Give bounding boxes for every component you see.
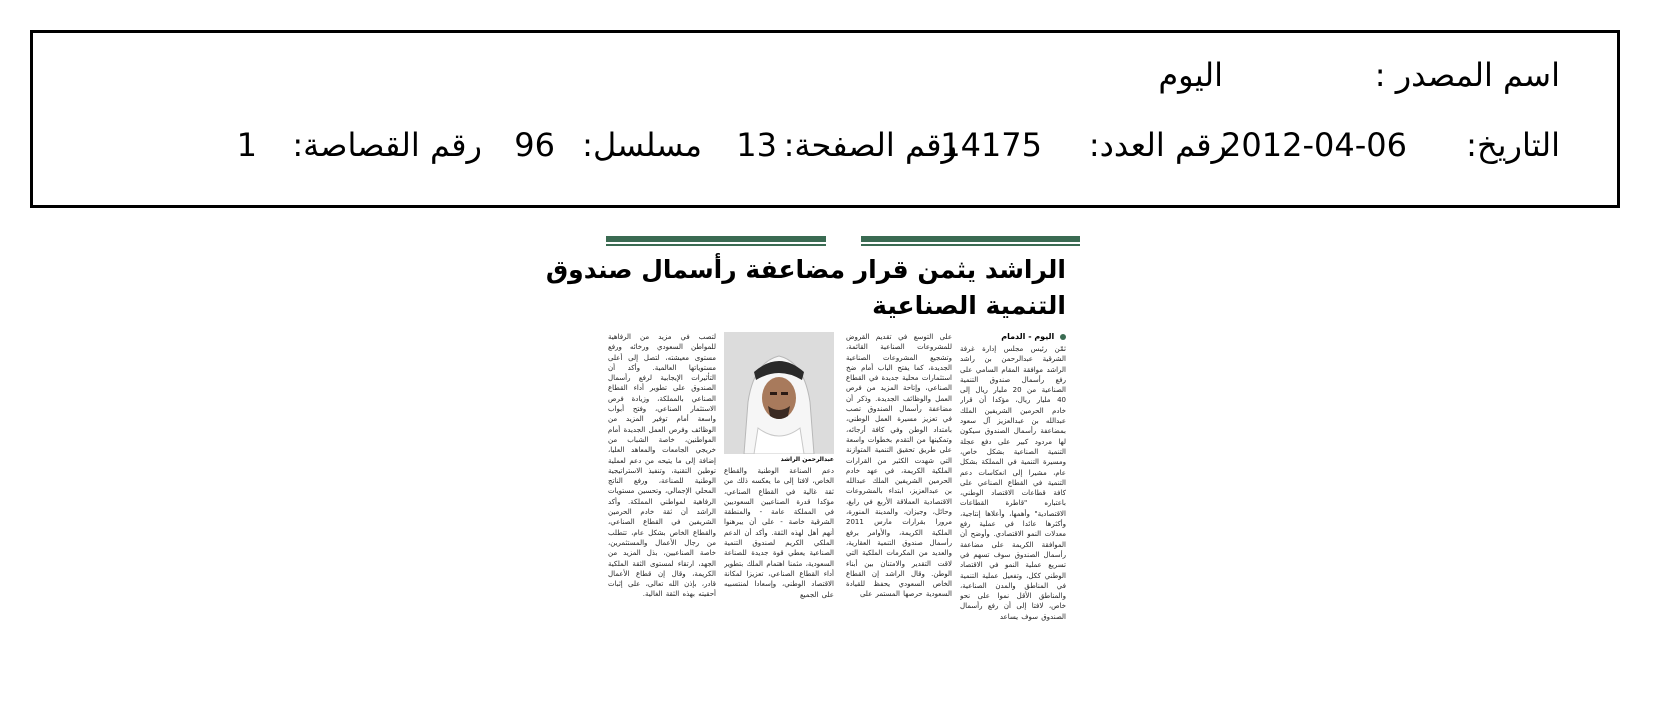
serial-value: 96: [514, 126, 555, 164]
source-value: اليوم: [1158, 56, 1223, 94]
article-column-3: دعم الصناعة الوطنية والقطاع الخاص، لافتا إلى ما يعكسه ذلك من ثقة غالية في القطاع الصناعي، مؤكدا قدرة الصناعيين السعوديين في المملكة عامة - والمنطقة الشرقية خاصة - على أن يبرهنوا أنهم أهل لهذه الثقة. وأكد أن الدعم الملكي الكريم لصندوق التنمية الصناعية يعطي قوة جديدة للصناعة السعودية، مثمنا اهتمام الملك بتطوير أداء القطاع الصناعي، تعزيزا لمكانة الاقتصاد الوطني، وإسعادا لمنتسبيه على الجميع: [724, 467, 834, 599]
source-label: اسم المصدر :: [1374, 56, 1560, 94]
portrait-photo: [724, 332, 834, 454]
article-headline-line1: الراشد يثمن قرار مضاعفة رأسمال صندوق: [545, 255, 1066, 284]
decorative-rule-left: [606, 236, 826, 242]
byline-text: اليوم - الدمام: [1001, 332, 1055, 341]
issue-label: رقم العدد:: [1088, 126, 1227, 164]
bullet-icon: [1060, 334, 1066, 340]
person-photo-icon: [724, 332, 834, 454]
source-metadata-box: [30, 30, 1620, 208]
date-value: 2012-04-06: [1221, 126, 1407, 164]
clip-value: 1: [236, 126, 257, 164]
decorative-rule-right: [861, 236, 1080, 242]
clip-label: رقم القصاصة:: [292, 126, 482, 164]
issue-value: 14175: [940, 126, 1042, 164]
date-label: التاريخ:: [1466, 126, 1560, 164]
page-value: 13: [736, 126, 777, 164]
newspaper-clipping: [545, 236, 1080, 676]
page-label: رقم الصفحة:: [783, 126, 957, 164]
article-headline-line2: التنمية الصناعية: [872, 291, 1066, 320]
article-byline: [1001, 332, 1066, 341]
article-column-1: ثمّن رئيس مجلس إدارة غرفة الشرقية عبدالرحمن بن راشد الراشد موافقة المقام السامي على رفع رأسمال صندوق التنمية الصناعية من 20 مليار ريال إلى 40 مليار ريال، مؤكدا أن قرار خادم الحرمين الشريفين الملك عبدالله بن عبدالعزيز آل سعود بمضاعفة رأسمال الصندوق سيكون لها مردود كبير على دفع عجلة التنمية الصناعية بشكل خاص، ومسيرة التنمية في المملكة بشكل عام، مشيرا إلى انعكاسات دعم التنمية في القطاع الصناعي على كافة قطاعات الاقتصاد الوطني، باعتباره "قاطرة القطاعات الاقتصادية" وأهمها، وأعلاها إنتاجية، وأكثرها عائدا في عملية رفع معدلات النمو الاقتصادي. وأوضح أن الموافقة الكريمة على مضاعفة رأسمال الصندوق سوف تسهم في تسريع عملية النمو في الاقتصاد الوطني ككل، وتفعيل عملية التنمية في المناطق والمدن الصناعية، والمناطق الأقل نموا على نحو خاص، لافتا إلى أن رفع رأسمال الصندوق سوف يساعد: [960, 345, 1066, 621]
article-column-4: لتصب في مزيد من الرفاهية للمواطن السعودي ورخائه ورفع مستوى معيشته، لتصل إلى أعلى مستوياتها العالمية. وأكد أن التأثيرات الإيجابية لرفع رأسمال الصندوق على تطوير أداء القطاع الصناعي بالمملكة، وزيادة فرص الاستثمار الصناعي، وفتح أبواب واسعة أمام توفير المزيد من الوظائف وفرص العمل الجديدة أمام المواطنين، خاصة الشباب من خريجي الجامعات والمعاهد العليا، إضافة إلى ما يتيحه من دعم لعملية توطين التقنية، وتنفيذ الاستراتيجية الوطنية للصناعة، ورفع الناتج المحلي الإجمالي، وتحسين مستويات الرفاهية لمواطني المملكة. وأكد الراشد أن ثقة خادم الحرمين الشريفين في القطاع الصناعي، والقطاع الخاص بشكل عام، تتطلب من رجال الأعمال والمستثمرين، خاصة الصناعيين، بذل المزيد من الجهد، ارتقاء لمستوى الثقة الملكية الكريمة، وقال إن قطاع الأعمال قادر، بإذن الله تعالى، على إثبات أحقيته بهذه الثقة الغالية.: [608, 333, 716, 599]
serial-label: مسلسل:: [582, 126, 702, 164]
photo-caption: عبدالرحمن الراشد: [780, 456, 834, 463]
article-column-2: على التوسع في تقديم القروض للمشروعات الصناعية القائمة، وتشجيع المشروعات الصناعية الجديدة، كما يفتح الباب أمام ضخ استثمارات محلية جديدة في القطاع الصناعي، وإتاحة المزيد من فرص العمل والوظائف الجديدة. وذكر أن مضاعفة رأسمال الصندوق تصب في تعزيز مسيرة العمل الوطني، بامتداد الوطن وفي كافة أرجائه، وتمكينها من التقدم بخطوات واسعة على طريق تحقيق التنمية المتوازنة التي شهدت الكثير من القرارات الملكية الكريمة، في عهد خادم الحرمين الشريفين الملك عبدالله بن عبدالعزيز، ابتداء بالمشروعات الاقتصادية العملاقة الأربع في رابغ، وحائل، وجيزان، والمدينة المنورة، مرورا بقرارات مارس 2011 الملكية الكريمة، والأوامر برفع رأسمال صندوق التنمية العقارية، والعديد من المكرمات الملكية التي لاقت التقدير والامتنان بين أبناء الوطن. وقال الراشد إن القطاع الخاص السعودي يحفظ للقيادة السعودية حرصها المستمر على: [846, 333, 952, 599]
